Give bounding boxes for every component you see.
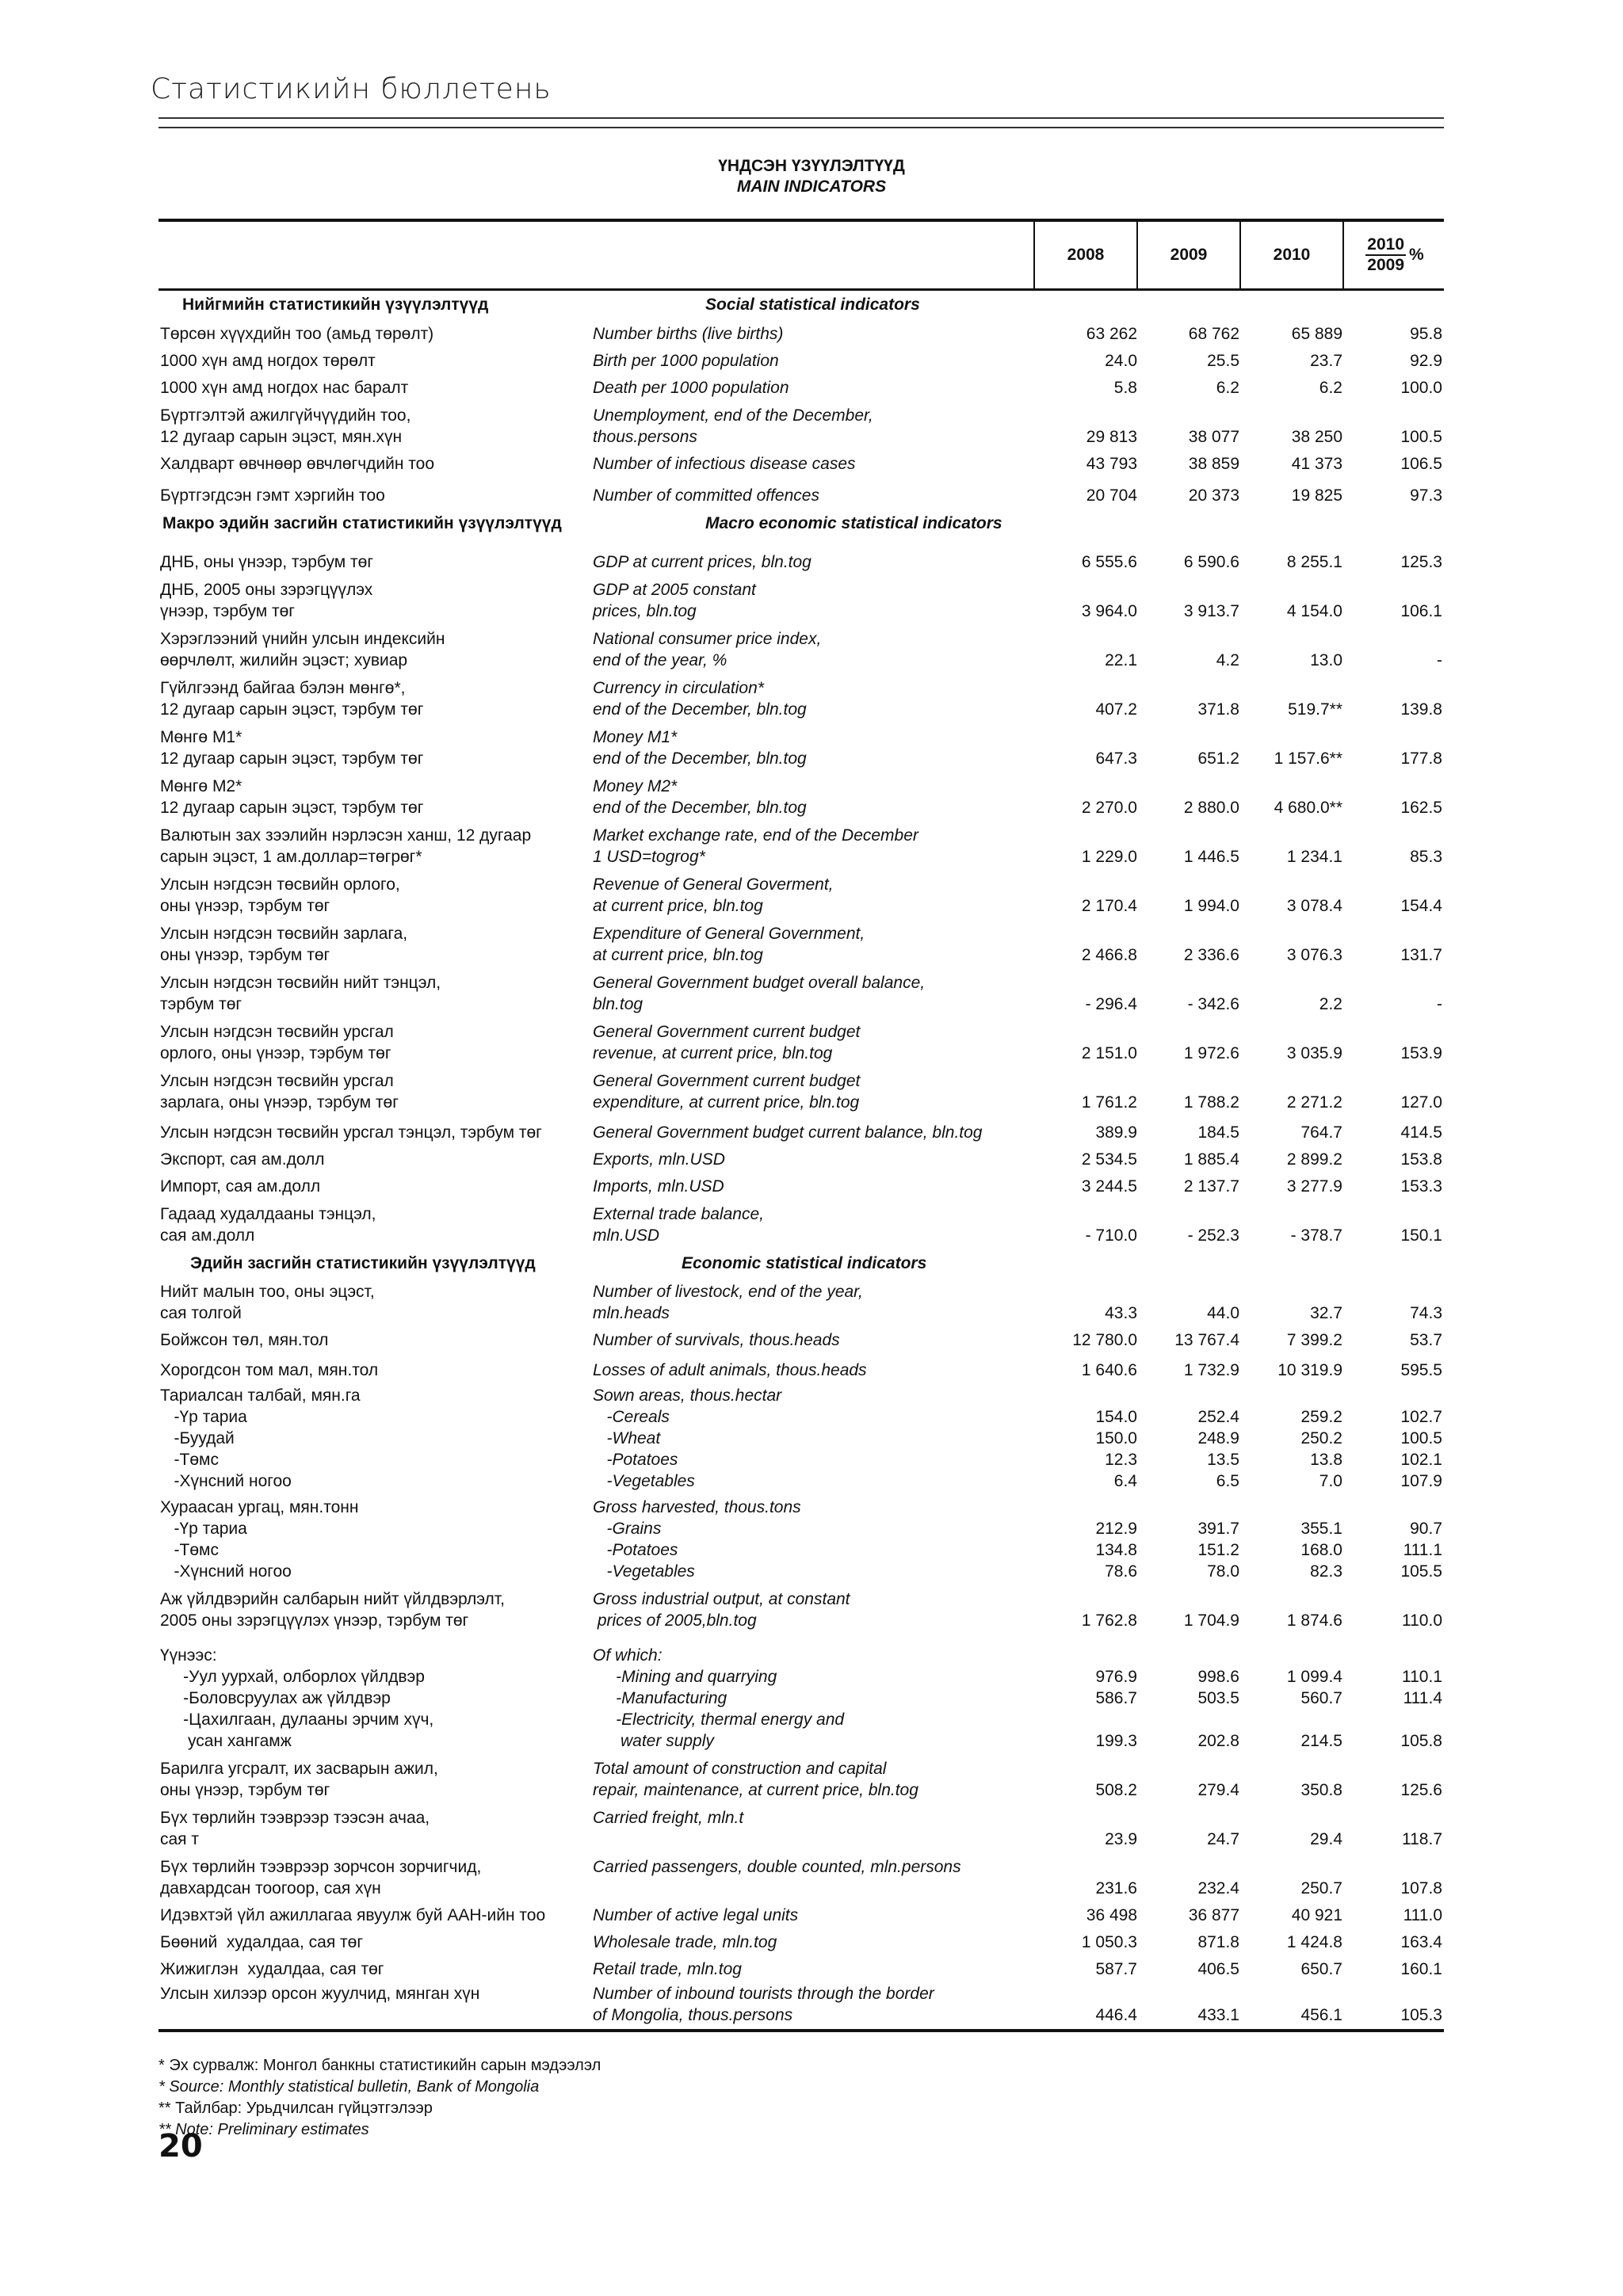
row-label-mn: Улсын нэгдсэн төсвийн орлого, оны үнээр, тэрбум төг [160,875,400,915]
row-label-en: Market exchange rate, end of the December 1 USD=togrog* [593,826,918,866]
table-row [158,1354,1444,1384]
row-label-mn: Төрсөн хүүхдийн тоо (амьд төрөлт) [160,325,434,343]
cell-2010: 3 078.4 [1286,897,1342,915]
cell-2008: 63 262 [1086,325,1137,343]
cell-2010: 41 373 [1291,455,1342,473]
row-label-mn: 1000 хүн амд ногдох нас баралт [160,379,409,397]
row-label-mn: Мөнгө М2* 12 дугаар сарын эцэст, тэрбум төг [160,777,424,817]
cell-2009: 24.7 [1207,1830,1239,1848]
cell-2010: 2 271.2 [1286,1093,1342,1112]
row-label-en: Revenue of General Goverment, at current price, bln.tog [593,875,834,915]
table-row [158,1804,1444,1853]
cell-2008: 43 793 [1086,455,1137,473]
row-label-en: Number of inbound tourists through the border of Mongolia, thous.persons [593,1985,934,2024]
cell-ratio: - [1437,995,1442,1013]
column-header-2010: 2010 [1239,222,1342,288]
cell-ratio: 105.3 [1400,2006,1442,2024]
cell-2010: 40 921 [1291,1906,1342,1924]
row-label-en: Currency in circulation* end of the December, bln.tog [593,679,807,719]
cell-2009: 279.4 [1197,1781,1239,1799]
ratio-numerator: 2010 [1365,235,1406,256]
table-row [158,576,1444,625]
cell-2008: 2 534.5 [1081,1150,1137,1169]
cell-2008: 1 762.8 [1081,1611,1137,1630]
table-row [158,375,1444,402]
cell-2009: 1 994.0 [1183,897,1239,915]
table-row [158,871,1444,920]
cell-2009: - 252.3 [1187,1226,1239,1245]
cell-2009: 1 885.4 [1183,1150,1239,1169]
cell-ratio: 102.7 100.5 102.1 107.9 [1400,1408,1442,1490]
table-bottom-rule [158,2029,1444,2032]
row-label-mn: Улсын нэгдсэн төсвийн урсгал тэнцэл, тэрбум төг [160,1123,542,1142]
cell-ratio: 110.0 [1402,1611,1442,1630]
row-label-mn: Үүнээс: -Уул уурхай, олборлох үйлдвэр -Боловсруулах аж үйлдвэр -Цахилгаан, дулааны эрчим хүч, усан хангамж [160,1646,434,1750]
cell-2009: - 342.6 [1187,995,1239,1013]
cell-2010: 2 899.2 [1286,1150,1342,1169]
cell-2008: 43.3 [1105,1304,1137,1322]
cell-2009: 4.2 [1216,651,1239,669]
cell-2010: 355.1 168.0 82.3 [1300,1520,1342,1581]
ratio-unit: % [1409,246,1424,264]
row-label-en: Sown areas, thous.hectar -Cereals -Wheat -Potatoes -Vegetables [593,1386,782,1490]
row-label-en: General Government budget current balance, bln.tog [593,1123,983,1142]
cell-2008: 446.4 [1095,2006,1137,2024]
page-number: 20 [158,2128,203,2164]
cell-2010: 65 889 [1291,325,1342,343]
cell-2009: 252.4 248.9 13.5 6.5 [1197,1408,1239,1490]
cell-2008: 2 151.0 [1081,1044,1137,1062]
cell-2009: 36 877 [1188,1906,1239,1924]
cell-ratio: 163.4 [1400,1933,1442,1951]
cell-ratio: 125.6 [1400,1781,1442,1799]
row-label-mn: Хорогдсон том мал, мян.тол [160,1361,379,1379]
row-label-en: GDP at current prices, bln.tog [593,553,812,571]
table-row [158,1278,1444,1327]
table-row [158,674,1444,723]
row-label-mn: Нийт малын тоо, оны эцэст, сая толгой [160,1283,375,1322]
cell-2009: 13 767.4 [1174,1331,1239,1349]
cell-ratio: 150.1 [1400,1226,1442,1245]
cell-ratio: 177.8 [1400,749,1442,768]
cell-2008: 976.9 586.7 199.3 [1095,1668,1137,1750]
cell-2008: 647.3 [1095,749,1137,768]
cell-ratio: 153.3 [1400,1177,1442,1196]
cell-2008: 2 466.8 [1081,946,1137,964]
table-row [158,1956,1444,1983]
bulletin-header-title: Статистикийн бюллетень [151,73,552,105]
cell-2009: 391.7 151.2 78.0 [1197,1520,1239,1581]
cell-ratio: 92.9 [1410,352,1442,370]
section-heading [158,509,1444,549]
cell-2008: 212.9 134.8 78.6 [1095,1520,1137,1581]
cell-2009: 1 732.9 [1183,1361,1239,1379]
cell-2010: 350.8 [1300,1781,1342,1799]
cell-ratio: 110.1 111.4 105.8 [1400,1668,1442,1750]
row-label-mn: Идэвхтэй үйл ажиллагаа явуулж буй ААН-ийн тоо [160,1906,546,1924]
row-label-en: General Government current budget expenditure, at current price, bln.tog [593,1072,861,1112]
cell-2008: 5.8 [1113,379,1137,397]
cell-2010: 29.4 [1310,1830,1342,1848]
cell-ratio: 162.5 [1400,799,1442,817]
table-row [158,451,1444,478]
cell-ratio: 106.1 [1400,602,1442,620]
table-row [158,1495,1444,1585]
row-label-mn: Импорт, сая ам.долл [160,1177,321,1196]
cell-2009: 433.1 [1197,2006,1239,2024]
cell-2009: 2 336.6 [1183,946,1239,964]
cell-2009: 3 913.7 [1183,602,1239,620]
cell-2010: 4 154.0 [1286,602,1342,620]
cell-2008: 3 964.0 [1081,602,1137,620]
cell-2008: 1 050.3 [1081,1933,1137,1951]
cell-2010: 23.7 [1310,352,1342,370]
cell-2009: 651.2 [1197,749,1239,768]
row-label-mn: Бүх төрлийн тээврээр зорчсон зорчигчид, давхардсан тоогоор, сая хүн [160,1858,482,1897]
cell-2009: 406.5 [1197,1960,1239,1978]
column-header-2008: 2008 [1033,222,1136,288]
row-label-mn: Улсын хилээр орсон жуулчид, мянган хүн [160,1985,480,2003]
cell-ratio: 154.4 [1400,897,1442,915]
cell-2010: 764.7 [1300,1123,1342,1142]
cell-2009: 184.5 [1197,1123,1239,1142]
cell-2008: 29 813 [1086,428,1137,446]
cell-2008: - 296.4 [1085,995,1137,1013]
section-heading-en: Macro economic statistical indicators [705,514,1002,532]
section-heading-mn: Нийгмийн статистикийн үзүүлэлтүүд [182,296,489,314]
cell-2008: 231.6 [1095,1879,1137,1897]
table-row [158,1018,1444,1067]
cell-2010: 1 234.1 [1286,848,1342,866]
column-header-ratio [1342,222,1445,288]
table-row [158,1983,1444,2029]
footnotes [158,2055,601,2141]
cell-ratio: 131.7 [1400,946,1442,964]
row-label-en: Number of infectious disease cases [593,455,856,473]
row-label-en: Money M2* end of the December, bln.tog [593,777,807,817]
column-header-2009: 2009 [1136,222,1239,288]
row-label-en: Number births (live births) [593,325,784,343]
cell-2010: 3 076.3 [1286,946,1342,964]
row-label-en: Of which: -Mining and quarrying -Manufacturing -Electricity, thermal energy and water supply [593,1646,845,1750]
cell-2008: - 710.0 [1085,1226,1137,1245]
ratio-denominator: 2009 [1367,256,1405,274]
table-row [158,1327,1444,1354]
table-row [158,1384,1444,1495]
footnote-note-en: ** Note: Preliminary estimates [158,2121,369,2138]
row-label-en: Unemployment, end of the December, thous.persons [593,406,873,446]
table-row [158,920,1444,969]
cell-2008: 36 498 [1086,1906,1137,1924]
table-row [158,478,1444,509]
cell-2009: 371.8 [1197,700,1239,719]
cell-2010: 1 099.4 560.7 214.5 [1286,1668,1342,1750]
footnote-source-mn: * Эх сурвалж: Монгол банкны статистикийн сарын мэдээлэл [158,2057,601,2074]
cell-2009: 1 446.5 [1183,848,1239,866]
row-label-mn: Бүх төрлийн тээврээр тээсэн ачаа, сая т [160,1809,430,1848]
cell-2009: 2 137.7 [1183,1177,1239,1196]
cell-2008: 1 640.6 [1081,1361,1137,1379]
cell-2010: 2.2 [1319,995,1342,1013]
cell-2009: 232.4 [1197,1879,1239,1897]
row-label-en: Total amount of construction and capital repair, maintenance, at current price, bln.tog [593,1760,918,1799]
cell-2008: 1 229.0 [1081,848,1137,866]
cell-ratio: 153.9 [1400,1044,1442,1062]
section-heading-en: Economic statistical indicators [682,1254,927,1272]
cell-2008: 24.0 [1105,352,1137,370]
ratio-fraction [1365,235,1406,275]
row-label-mn: Улсын нэгдсэн төсвийн зарлага, оны үнээр, тэрбум төг [160,925,408,964]
heading-english: MAIN INDICATORS [736,177,887,196]
cell-2010: 456.1 [1300,2006,1342,2024]
row-label-mn: Халдварт өвчнөөр өвчлөгчдийн тоо [160,455,435,473]
cell-2009: 2 880.0 [1183,799,1239,817]
cell-2008: 2 170.4 [1081,897,1137,915]
cell-2009: 871.8 [1197,1933,1239,1951]
cell-2009: 1 704.9 [1183,1611,1239,1630]
cell-2008: 12 780.0 [1072,1331,1137,1349]
cell-ratio: 414.5 [1400,1123,1442,1142]
heading-mongolian: ҮНДСЭН ҮЗҮҮЛЭЛТҮҮД [718,157,905,175]
cell-2009: 6 590.6 [1183,553,1239,571]
cell-2009: 38 859 [1188,455,1239,473]
row-label-en: Exports, mln.USD [593,1150,725,1169]
row-label-en: Carried passengers, double counted, mln.persons [593,1858,961,1876]
row-label-mn: Гадаад худалдааны тэнцэл, сая ам.долл [160,1205,376,1245]
cell-ratio: 118.7 [1402,1830,1442,1848]
table-row [158,348,1444,375]
cell-2009: 6.2 [1216,379,1239,397]
cell-2008: 2 270.0 [1081,799,1137,817]
footnote-note-mn: ** Тайлбар: Урьдчилсан гүйцэтгэлээр [158,2100,433,2117]
cell-ratio: 595.5 [1400,1361,1442,1379]
row-label-en: Expenditure of General Government, at current price, bln.tog [593,925,865,964]
cell-2010: 8 255.1 [1286,553,1342,571]
row-label-mn: 1000 хүн амд ногдох төрөлт [160,352,376,370]
row-label-en: Gross industrial output, at constant prices of 2005,bln.tog [593,1590,850,1630]
row-label-mn: Аж үйлдвэрийн салбарын нийт үйлдвэрлэлт, 2005 оны зэрэгцүүлэх үнээр, тэрбум төг [160,1590,505,1630]
row-label-mn: ДНБ, оны үнээр, тэрбум төг [160,553,373,571]
cell-2008: 154.0 150.0 12.3 6.4 [1095,1408,1137,1490]
cell-ratio: 127.0 [1400,1093,1442,1112]
footnote-source-en: * Source: Monthly statistical bulletin, Bank of Mongolia [158,2078,540,2096]
row-label-en: Carried freight, mln.t [593,1809,744,1827]
row-label-en: Gross harvested, thous.tons -Grains -Potatoes -Vegetables [593,1498,801,1581]
cell-2010: 259.2 250.2 13.8 7.0 [1300,1408,1342,1490]
table-row [158,402,1444,451]
cell-2010: 19 825 [1291,486,1342,505]
row-label-en: General Government current budget revenue, at current price, bln.tog [593,1023,861,1062]
header-rule-bottom [158,127,1444,128]
cell-2008: 3 244.5 [1081,1177,1137,1196]
row-label-en: Losses of adult animals, thous.heads [593,1361,867,1379]
cell-2010: 650.7 [1300,1960,1342,1978]
cell-2010: 250.7 [1300,1879,1342,1897]
cell-2010: 38 250 [1291,428,1342,446]
cell-2010: 6.2 [1319,379,1342,397]
row-label-mn: Хэрэглээний үнийн улсын индексийн өөрчлөлт, жилийн эцэст; хувиар [160,630,445,669]
row-label-mn: Тариалсан талбай, мян.га -Үр тариа -Буудай -Төмс -Хүнсний ногоо [160,1386,361,1490]
table-row [158,1929,1444,1956]
cell-2008: 23.9 [1105,1830,1137,1848]
cell-ratio: 97.3 [1410,486,1442,505]
row-label-mn: Бөөний худалдаа, сая төг [160,1933,363,1951]
cell-2009: 20 373 [1188,486,1239,505]
cell-2010: 519.7** [1288,700,1342,719]
cell-2010: 1 157.6** [1274,749,1342,768]
row-label-en: Number of committed offences [593,486,819,505]
cell-ratio: 139.8 [1400,700,1442,719]
cell-2009: 1 788.2 [1183,1093,1239,1112]
cell-ratio: 107.8 [1400,1879,1442,1897]
row-label-en: General Government budget overall balance, bln.tog [593,974,926,1013]
row-label-en: Number of livestock, end of the year, mln.heads [593,1283,863,1322]
row-label-mn: Барилга угсралт, их засварын ажил, оны үнээр, тэрбум төг [160,1760,438,1799]
row-label-en: Wholesale trade, mln.tog [593,1933,777,1951]
cell-2008: 587.7 [1095,1960,1137,1978]
cell-2010: 3 277.9 [1286,1177,1342,1196]
cell-2009: 25.5 [1207,352,1239,370]
row-label-mn: Бүртгэгдсэн гэмт хэргийн тоо [160,486,385,505]
row-label-mn: Бүртгэлтэй ажилгүйчүүдийн тоо, 12 дугаар сарын эцэст, мян.хүн [160,406,411,446]
table-row [158,1146,1444,1173]
row-label-mn: Улсын нэгдсэн төсвийн урсгал зарлага, оны үнээр, тэрбум төг [160,1072,399,1112]
section-heading [158,291,1444,321]
cell-2009: 38 077 [1188,428,1239,446]
cell-2010: 4 680.0** [1274,799,1342,817]
row-label-en: Money M1* end of the December, bln.tog [593,728,807,768]
header-rule-top [158,117,1444,119]
cell-2008: 22.1 [1105,651,1137,669]
cell-2010: 1 424.8 [1286,1933,1342,1951]
table-row [158,549,1444,576]
cell-2010: 10 319.9 [1277,1361,1342,1379]
section-heading-mn: Эдийн засгийн статистикийн үзүүлэлтүүд [190,1254,536,1272]
table-row [158,969,1444,1018]
row-label-mn: Экспорт, сая ам.долл [160,1150,325,1169]
cell-2008: 1 761.2 [1081,1093,1137,1112]
section-heading-en: Social statistical indicators [705,296,920,314]
table-row [158,1116,1444,1146]
row-label-mn: Жижиглэн худалдаа, сая төг [160,1960,384,1978]
cell-2008: 407.2 [1095,700,1137,719]
cell-2010: 1 874.6 [1286,1611,1342,1630]
cell-2008: 20 704 [1086,486,1137,505]
cell-2009: 44.0 [1207,1304,1239,1322]
cell-ratio: 106.5 [1400,455,1442,473]
cell-2009: 68 762 [1188,325,1239,343]
cell-2010: 32.7 [1310,1304,1342,1322]
cell-ratio: 100.0 [1400,379,1442,397]
page-heading [0,157,1623,196]
table-header [158,222,1444,291]
section-heading-mn: Макро эдийн засгийн статистикийн үзүүлэлтүүд [162,514,562,532]
table-row [158,723,1444,772]
cell-2010: 3 035.9 [1286,1044,1342,1062]
row-label-en: GDP at 2005 constant prices, bln.tog [593,581,756,620]
cell-ratio: 85.3 [1410,848,1442,866]
cell-ratio: - [1437,651,1442,669]
row-label-en: Number of active legal units [593,1906,799,1924]
cell-ratio: 125.3 [1400,553,1442,571]
cell-2009: 1 972.6 [1183,1044,1239,1062]
table-row [158,1755,1444,1804]
row-label-en: Number of survivals, thous.heads [593,1331,840,1349]
table-row [158,1902,1444,1929]
row-label-mn: Гүйлгээнд байгаа бэлэн мөнгө*, 12 дугаар сарын эцэст, тэрбум төг [160,679,424,719]
table-row [158,1634,1444,1755]
table-row [158,1067,1444,1116]
table-row [158,625,1444,674]
cell-ratio: 95.8 [1410,325,1442,343]
row-label-en: National consumer price index, end of the year, % [593,630,822,669]
row-label-mn: Улсын нэгдсэн төсвийн нийт тэнцэл, тэрбум төг [160,974,441,1013]
cell-2008: 508.2 [1095,1781,1137,1799]
cell-ratio: 111.0 [1403,1906,1442,1924]
cell-2008: 389.9 [1095,1123,1137,1142]
row-label-en: Retail trade, mln.tog [593,1960,742,1978]
table-row [158,1853,1444,1902]
cell-2009: 998.6 503.5 202.8 [1197,1668,1239,1750]
row-label-mn: Хураасан ургац, мян.тонн -Үр тариа -Төмс -Хүнсний ногоо [160,1498,359,1581]
table-body [158,291,1444,2029]
row-label-mn: ДНБ, 2005 оны зэрэгцүүлэх үнээр, тэрбум төг [160,581,373,620]
cell-ratio: 90.7 111.1 105.5 [1400,1520,1442,1581]
row-label-mn: Бойжсон төл, мян.тол [160,1331,329,1349]
cell-2008: 6 555.6 [1081,553,1137,571]
cell-ratio: 100.5 [1400,428,1442,446]
row-label-mn: Улсын нэгдсэн төсвийн урсгал орлого, оны үнээр, тэрбум төг [160,1023,394,1062]
cell-ratio: 74.3 [1410,1304,1442,1322]
cell-ratio: 160.1 [1400,1960,1442,1978]
cell-ratio: 53.7 [1410,1331,1442,1349]
table-row [158,1585,1444,1634]
row-label-mn: Мөнгө М1* 12 дугаар сарын эцэст, тэрбум төг [160,728,424,768]
cell-2010: 13.0 [1310,651,1342,669]
table-row [158,822,1444,871]
cell-ratio: 153.8 [1400,1150,1442,1169]
row-label-mn: Валютын зах зээлийн нэрлэсэн ханш, 12 дугаар сарын эцэст, 1 ам.доллар=төгрөг* [160,826,532,866]
main-indicators-table [158,219,1444,2032]
cell-2010: - 378.7 [1290,1226,1342,1245]
row-label-en: Birth per 1000 population [593,352,779,370]
row-label-en: Imports, mln.USD [593,1177,724,1196]
cell-2010: 7 399.2 [1286,1331,1342,1349]
row-label-en: Death per 1000 population [593,379,789,397]
table-row [158,321,1444,348]
table-row [158,772,1444,822]
table-row [158,1200,1444,1249]
row-label-en: External trade balance, mln.USD [593,1205,764,1245]
section-heading [158,1249,1444,1278]
table-row [158,1173,1444,1200]
